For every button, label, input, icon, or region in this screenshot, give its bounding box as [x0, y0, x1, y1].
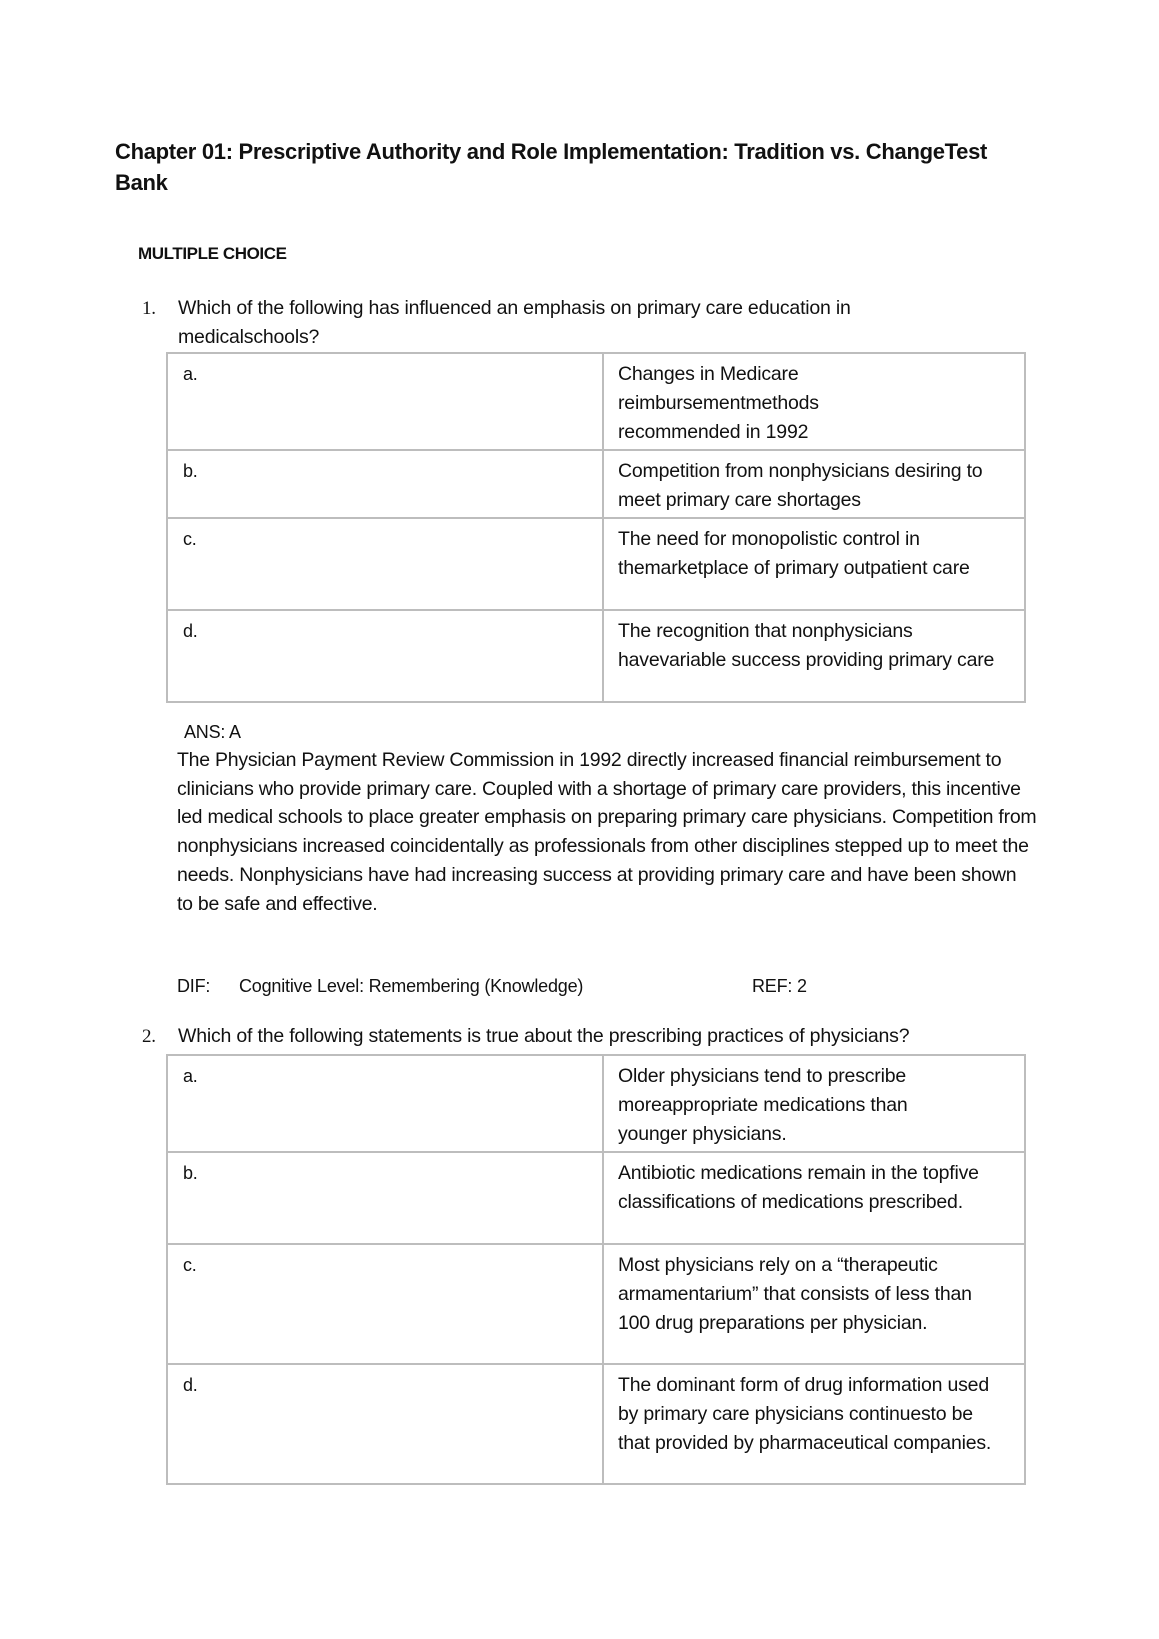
page-title: Chapter 01: Prescriptive Authority and Role Implementation: Tradition vs. ChangeTest Bank: [115, 139, 988, 195]
cognitive-level: Cognitive Level: Remembering (Knowledge): [239, 976, 584, 996]
options-table-2: [166, 1054, 1026, 1485]
reference: REF: 2: [752, 976, 807, 996]
answer-rationale: The Physician Payment Review Commission in 1992 directly increased financial reimbursement to clinicians who provide primary care. Coupled with a shortage of primary care providers, this incentive led medical schools to place greater emphasis on preparing primary care physicians. Competition from nonphysicians increased coincidentally as professionals from other disciplines stepped up to meet the needs. Nonphysicians have had increasing success at providing primary care and have been shown to be safe and effective.: [177, 749, 1037, 915]
option-text: Most physicians rely on a “therapeutic armamentarium” that consists of less than 100 drug preparations per physician.: [603, 1244, 1025, 1364]
option-row: [167, 610, 1025, 702]
options-table-1: [166, 352, 1026, 703]
option-row: [167, 1364, 1025, 1484]
option-text: The need for monopolistic control in themarketplace of primary outpatient care: [603, 518, 1025, 610]
question-1: [142, 294, 1022, 352]
option-text: The dominant form of drug information used by primary care physicians continuesto be that provided by pharmaceutical companies.: [603, 1364, 1025, 1484]
option-letter: d.: [183, 1375, 198, 1395]
option-letter: d.: [183, 621, 198, 641]
option-text: Changes in Medicare reimbursementmethods recommended in 1992: [603, 353, 1025, 450]
option-letter: b.: [183, 461, 198, 481]
question-number: 1.: [142, 298, 156, 319]
option-text: Competition from nonphysicians desiring to meet primary care shortages: [603, 450, 1025, 518]
question-number: 2.: [142, 1026, 156, 1047]
section-heading: MULTIPLE CHOICE: [138, 244, 287, 263]
option-row: [167, 1055, 1025, 1152]
option-letter: c.: [183, 529, 197, 549]
difficulty-label: DIF:: [177, 976, 211, 996]
answer-label: ANS: A: [184, 722, 241, 742]
option-text: Older physicians tend to prescribe moreappropriate medications than younger physicians.: [603, 1055, 1025, 1152]
option-letter: a.: [183, 1066, 198, 1086]
option-text: Antibiotic medications remain in the topfive classifications of medications prescribed.: [603, 1152, 1025, 1244]
question-text: Which of the following statements is true about the prescribing practices of physicians?: [178, 1025, 910, 1047]
question-2: [142, 1022, 1022, 1051]
option-row: [167, 1244, 1025, 1364]
option-letter: a.: [183, 364, 198, 384]
option-letter: b.: [183, 1163, 198, 1183]
option-row: [167, 518, 1025, 610]
question-text: Which of the following has influenced an emphasis on primary care education in medicalschools?: [178, 297, 851, 348]
option-row: [167, 1152, 1025, 1244]
option-letter: c.: [183, 1255, 197, 1275]
option-row: [167, 353, 1025, 450]
option-row: [167, 450, 1025, 518]
option-text: The recognition that nonphysicians havevariable success providing primary care: [603, 610, 1025, 702]
